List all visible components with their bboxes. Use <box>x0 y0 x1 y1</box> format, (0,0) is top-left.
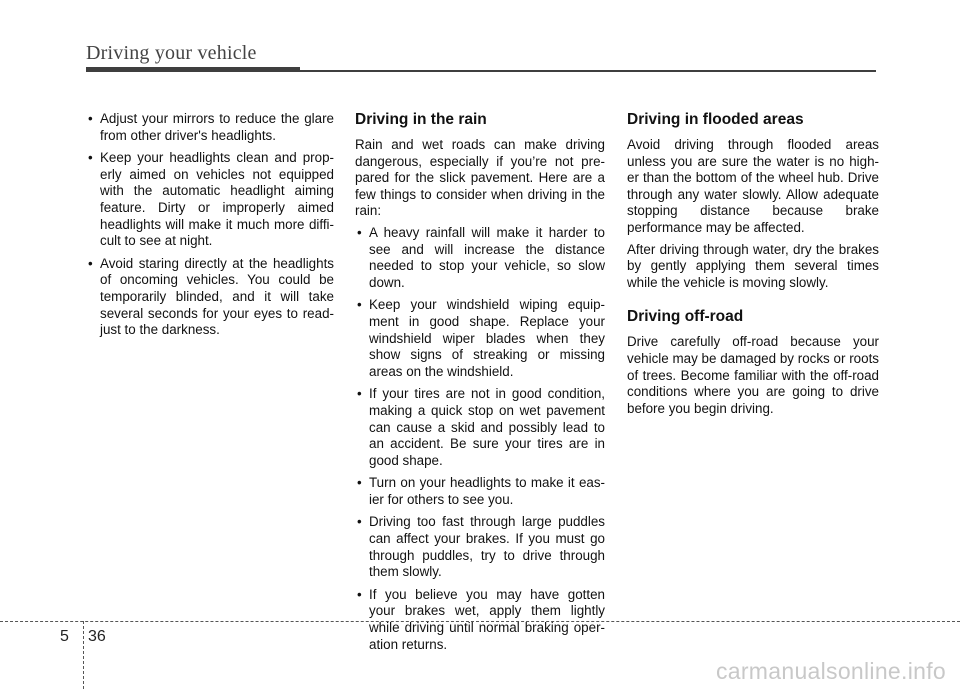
column-right <box>627 111 879 422</box>
list-item: • Turn on your headlights to make it eas-ier for others to see you. <box>355 475 605 508</box>
list-item: • If you believe you may have gotten your brakes wet, apply them lightly while driving until normal braking oper-ation returns. <box>355 587 605 653</box>
list-item: • A heavy rainfall will make it harder to see and will increase the distance needed to stop your vehicle, so slow down. <box>355 225 605 291</box>
list-item: • Keep your windshield wiping equip-ment in good shape. Replace your windshield wiper blades when they show signs of streaking or missing areas on the windshield. <box>355 297 605 380</box>
page-number: 36 <box>88 628 106 645</box>
flooded-paragraph-2: After driving through water, dry the brakes by gently applying them several times while the vehicle is moving slowly. <box>627 241 879 290</box>
headlight-tips-list <box>86 111 334 339</box>
list-item: • Driving too fast through large puddles can affect your brakes. If you must go through puddles, try to drive through them slowly. <box>355 514 605 580</box>
footer-dashed-rule <box>0 621 960 622</box>
list-item: • Keep your headlights clean and prop-erly aimed on vehicles not equipped with the automatic headlight aiming feature. Dirty or improperly aimed headlights will make it much more diffi-cult to see at night. <box>86 150 334 250</box>
rain-tips-list <box>355 225 605 653</box>
heading-flooded-areas: Driving in flooded areas <box>627 111 804 128</box>
header-rule-thin <box>300 70 876 72</box>
list-item: • Avoid staring directly at the headlights of oncoming vehicles. You could be temporarily blinded, and it will take several seconds for your eyes to read-just to the darkness. <box>86 256 334 339</box>
column-middle <box>355 111 605 659</box>
rain-intro-paragraph: Rain and wet roads can make driving dangerous, especially if you’re not pre-pared for the slick pavement. Here are a few things to consider when driving in the rain: <box>355 137 605 219</box>
header-rule-thick <box>86 67 300 72</box>
list-item: • Adjust your mirrors to reduce the glare from other driver's headlights. <box>86 111 334 144</box>
off-road-paragraph: Drive carefully off-road because your vehicle may be damaged by rocks or roots of trees. Become familiar with the off-road conditions where you are going to drive before you begin driving. <box>627 334 879 416</box>
section-title: Driving your vehicle <box>86 42 257 64</box>
list-item: • If your tires are not in good condition, making a quick stop on wet pavement can cause a skid and possibly lead to an accident. Be sure your tires are in good shape. <box>355 386 605 469</box>
footer-dashed-divider <box>83 621 84 689</box>
heading-off-road: Driving off-road <box>627 308 744 326</box>
site-watermark: carmanualsonline.info <box>715 658 946 684</box>
column-left <box>86 111 334 345</box>
heading-driving-in-rain: Driving in the rain <box>355 111 487 128</box>
flooded-paragraph-1: Avoid driving through flooded areas unless you are sure the water is no high-er than the bottom of the wheel hub. Drive through any water slowly. Allow adequate stopping distance because brake performance may be affected. <box>627 137 879 235</box>
chapter-number: 5 <box>60 628 69 645</box>
